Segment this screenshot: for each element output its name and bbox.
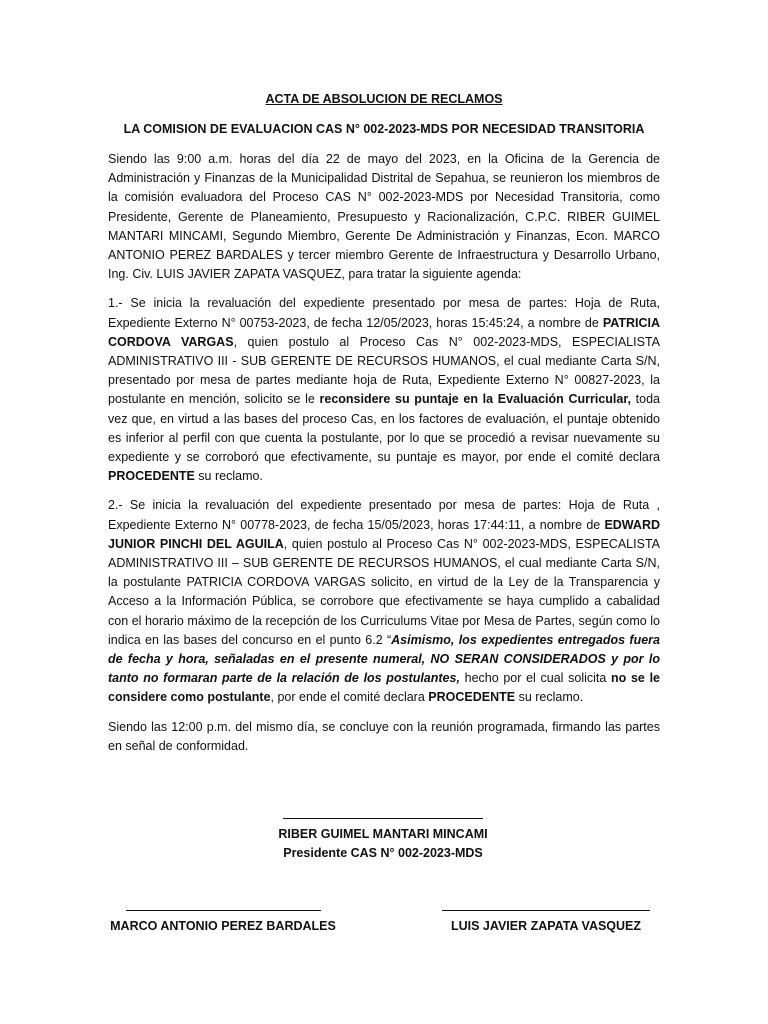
president-name: RIBER GUIMEL MANTARI MINCAMI [278,827,488,841]
item2-verdict: PROCEDENTE [428,690,516,705]
item1-text: , quien postulo al Proceso Cas N° 002-2023-MDS, ESPECIALISTA ADMINISTRATIVO III - SUB GERENTE DE RECURSOS HUMANOS, el cual mediante Carta S/N, presentado por mesa de partes mediante hoja de Ruta, Expediente Externo N° 00827-2023, la postulante en mención, solicito se le [108,334,660,407]
item2-text: 2.- Se inicia la revaluación del expediente presentado por mesa de partes: Hoja de Ruta , Expediente Externo N° 00778-2023, de fecha 15/05/2023, horas 17:44:11, a nombre de [108,498,660,532]
signature-line [283,818,483,819]
item1-request: reconsidere su puntaje en la Evaluación Curricular, [319,392,631,407]
item2-quoted-clause: Asimismo, los expedientes entregados fuera de fecha y hora, señaladas en el presente numeral, NO SERAN CONSIDERADOS y por lo tanto no formaran parte de la relación de los postulantes, [108,632,660,686]
agenda-item-1 [108,294,660,486]
signature-line [126,910,321,911]
closing-paragraph: Siendo las 12:00 p.m. del mismo día, se concluye con la reunión programada, firmando las partes en señal de conformidad. [108,719,660,753]
document-subtitle: LA COMISION DE EVALUACION CAS N° 002-2023-MDS POR NECESIDAD TRANSITORIA [123,122,645,136]
agenda-item-2 [108,496,660,707]
item2-text: , por ende el comité declara [270,690,429,705]
member3-name: LUIS JAVIER ZAPATA VASQUEZ [450,919,642,933]
item1-text: toda vez que, en virtud a las bases del proceso Cas, en los factores de evaluación, el puntaje obtenido es inferior al perfil con que cuenta la postulante, por lo que se procedió a revisar nuevamente su expediente y se corroboró que efectivamente, su puntaje es mayor, por ende el comité declara [108,392,660,465]
member2-signature-block [108,910,338,936]
item1-applicant-name: PATRICIA CORDOVA VARGAS [108,315,660,349]
item2-text: , quien postulo al Proceso Cas N° 002-2023-MDS, ESPECALISTA ADMINISTRATIVO III – SUB GERENTE DE RECURSOS HUMANOS, el cual mediante Carta S/N, la postulante PATRICIA CORDOVA VARGAS solicito, en virtud de la Ley de la Transparencia y Acceso a la Información Pública, se corrobore que efectivamente se haya cumplido a cabalidad con el horario máximo de la recepción de los Curriculums Vitae por Mesa de Partes, según como lo indica en las bases del concurso en el punto 6.2 “ [108,536,660,647]
document-title: ACTA DE ABSOLUCION DE RECLAMOS [265,92,503,106]
signature-line [442,910,650,911]
intro-paragraph: Siendo las 9:00 a.m. horas del día 22 de mayo del 2023, en la Oficina de la Gerencia de Administración y Finanzas de la Municipalidad Distrital de Sepahua, se reunieron los miembros de la comisión evaluadora del Proceso CAS N° 002-2023-MDS por Necesidad Transitoria, como Presidente, Gerente de Planeamiento, Presupuesto y Racionalización, C.P.C. RIBER GUIMEL MANTARI MINCAMI, Segundo Miembro, Gerente De Administración y Finanzas, Econ. MARCO ANTONIO PEREZ BARDALES y tercer miembro Gerente de Infraestructura y Desarrollo Urbano, Ing. Civ. LUIS JAVIER ZAPATA VASQUEZ, para tratar la siguiente agenda: [108,152,660,282]
member3-signature-block [430,910,662,936]
item1-verdict: PROCEDENTE [108,469,195,484]
document-body [108,150,660,766]
item1-text: 1.- Se inicia la revaluación del expediente presentado por mesa de partes: Hoja de Ruta, Expediente Externo N° 00753-2023, de fecha 12/05/2023, horas 15:45:24, a nombre de [108,296,660,330]
item1-text: su reclamo. [194,469,263,484]
president-signature-block [258,818,508,863]
member2-name: MARCO ANTONIO PEREZ BARDALES [110,919,336,933]
item2-text: su reclamo. [515,690,584,705]
item2-applicant-name: EDWARD JUNIOR PINCHI DEL AGUILA [108,517,660,551]
president-role: Presidente CAS N° 002-2023-MDS [283,846,483,860]
item2-text: hecho por el cual solicita [459,671,612,686]
item2-request: no se le considere como postulante [108,671,660,705]
